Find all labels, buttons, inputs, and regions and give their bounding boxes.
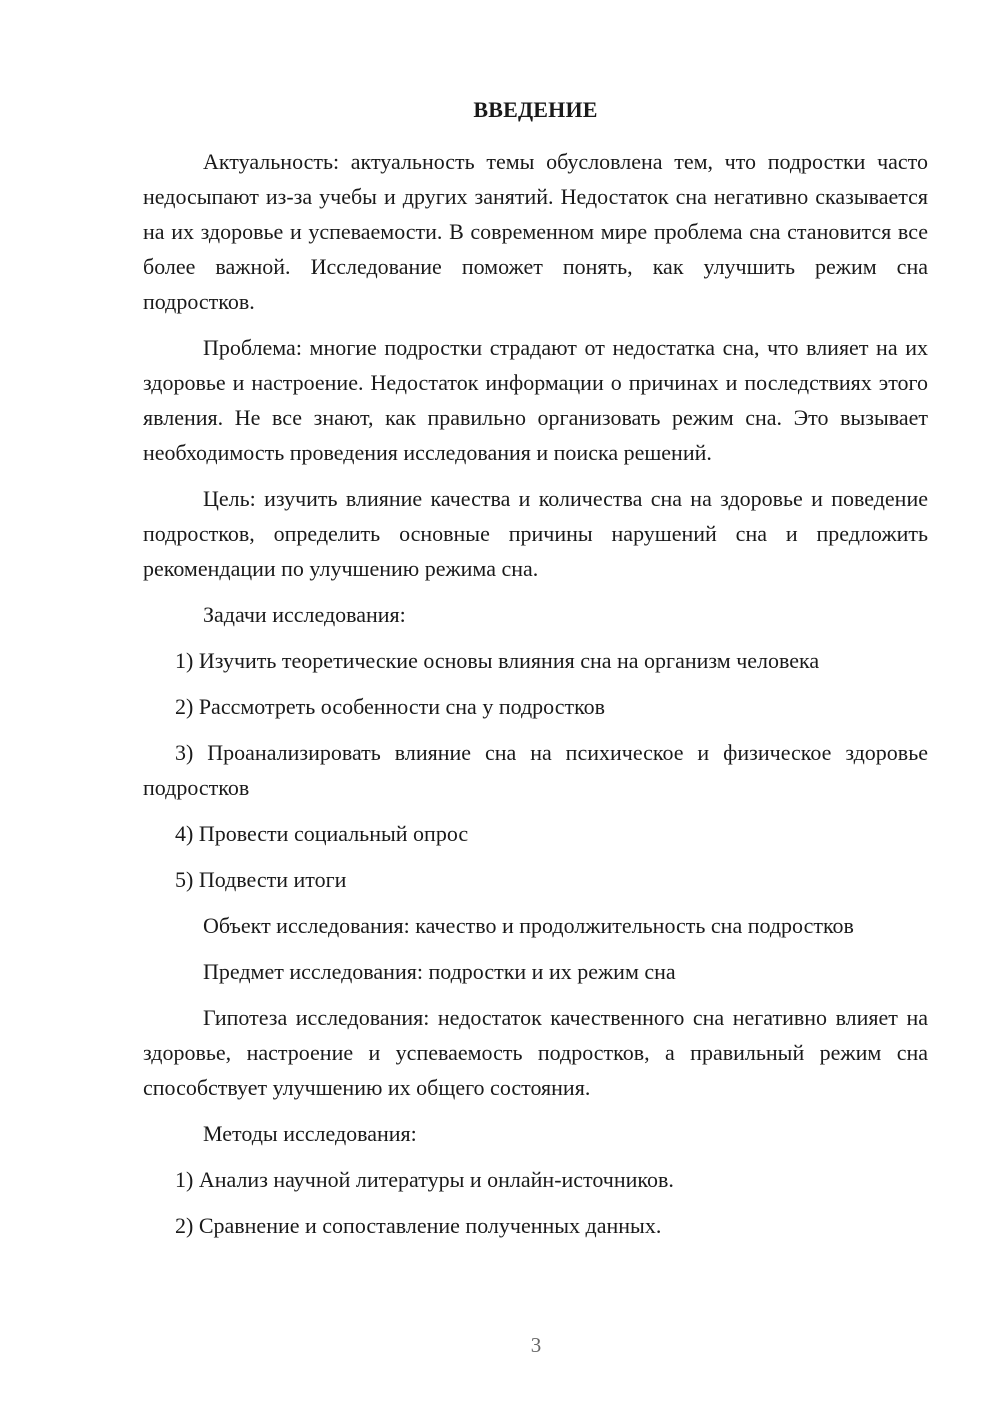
problem-paragraph: Проблема: многие подростки страдают от недостатка сна, что влияет на их здоровье и настроение. Недостаток информации о причинах и последствиях этого явления. Не все знают, как правильно организовать режим сна. Это вызывает необходимость проведения исследования и поиска решений. [143,335,928,465]
task-item-1: 1) Изучить теоретические основы влияния сна на организм человека [175,648,820,673]
subject-paragraph: Предмет исследования: подростки и их режим сна [203,959,676,984]
goal-paragraph: Цель: изучить влияние качества и количества сна на здоровье и поведение подростков, определить основные причины нарушений сна и предложить рекомендации по улучшению режима сна. [143,486,928,581]
object-paragraph: Объект исследования: качество и продолжительность сна подростков [203,913,854,938]
document-page [143,96,928,1254]
hypothesis-paragraph: Гипотеза исследования: недостаток качественного сна негативно влияет на здоровье, настроение и успеваемость подростков, а правильный режим сна способствует улучшению их общего состояния. [143,1005,928,1100]
task-item-2: 2) Рассмотреть особенности сна у подростков [175,694,606,719]
method-item-2: 2) Сравнение и сопоставление полученных данных. [175,1213,662,1238]
task-item-4: 4) Провести социальный опрос [175,821,469,846]
task-item-5: 5) Подвести итоги [175,867,347,892]
methods-heading: Методы исследования: [203,1121,417,1146]
tasks-heading: Задачи исследования: [203,602,406,627]
method-item-1: 1) Анализ научной литературы и онлайн-источников. [175,1167,674,1192]
relevance-paragraph: Актуальность: актуальность темы обусловлена тем, что подростки часто недосыпают из-за учебы и других занятий. Недостаток сна негативно сказывается на их здоровье и успеваемости. В современном мире проблема сна становится все более важной. Исследование поможет понять, как улучшить режим сна подростков. [143,149,928,314]
task-item-3: 3) Проанализировать влияние сна на психическое и физическое здоровье подростков [143,740,928,800]
page-title: ВВЕДЕНИЕ [473,97,598,122]
page-number: 3 [530,1333,542,1357]
